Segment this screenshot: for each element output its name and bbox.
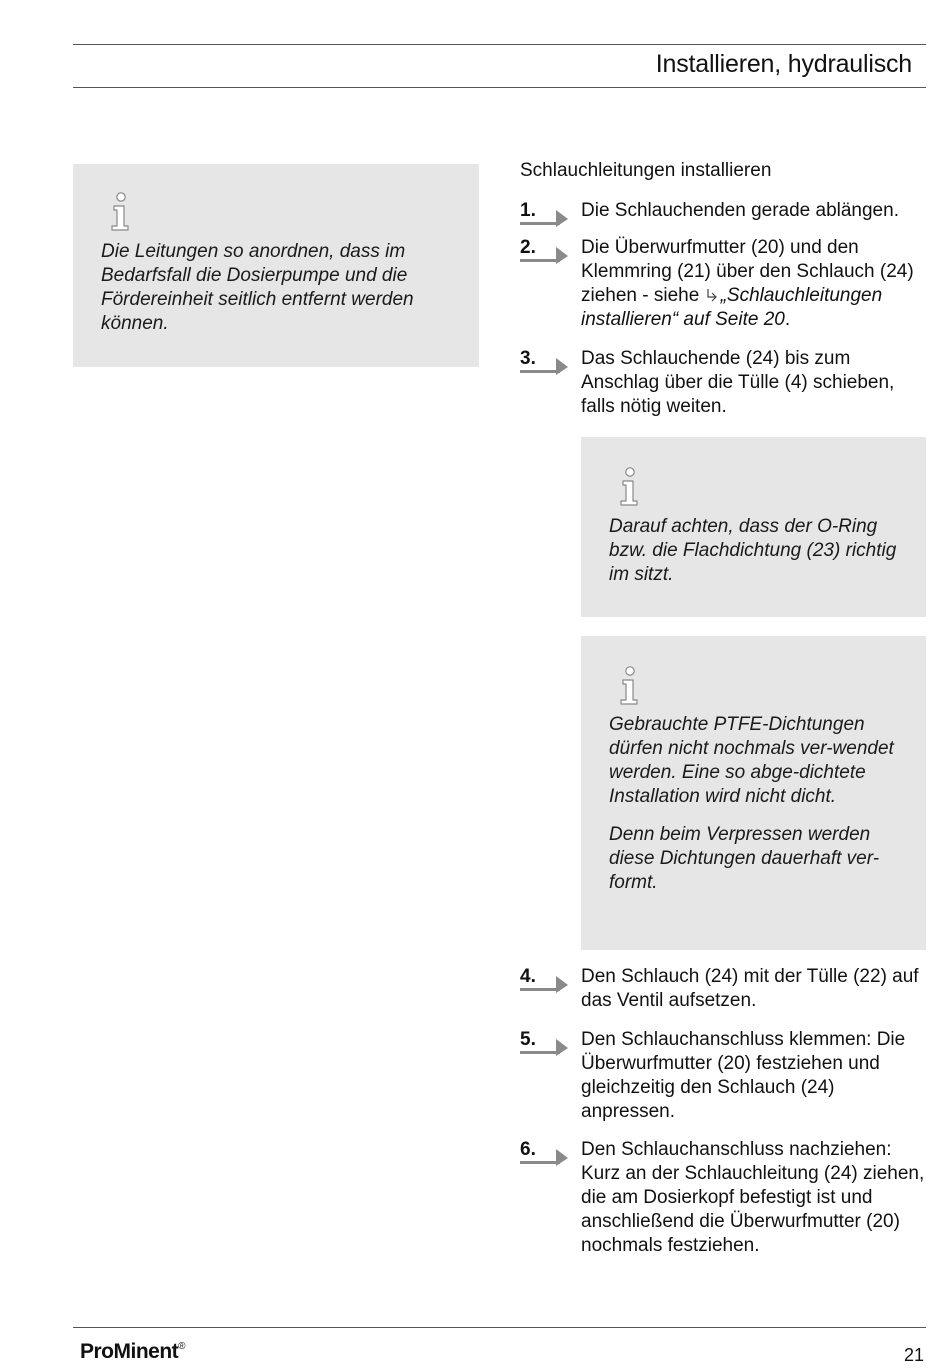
step-3 bbox=[520, 347, 930, 423]
cross-reference-link[interactable]: „Schlauchleitungen installieren“ auf Seite 20 bbox=[581, 285, 883, 330]
ptfe-note-paragraph: Gebrauchte PTFE-Dichtungen dürfen nicht nochmals ver-wendet werden. Eine so abge-dichtete Installation wird nicht dicht. bbox=[609, 714, 894, 807]
page-number: 21 bbox=[903, 1345, 924, 1365]
registered-mark: ® bbox=[178, 1341, 186, 1352]
step-2 bbox=[520, 236, 930, 336]
page-header-title: Installieren, hydraulisch bbox=[655, 50, 912, 78]
step-5 bbox=[520, 1028, 930, 1128]
step-text-end: . bbox=[784, 309, 791, 330]
ptfe-info-note bbox=[581, 636, 926, 950]
info-icon bbox=[109, 192, 131, 232]
brand-logo bbox=[80, 1340, 185, 1364]
step-text: Den Schlauch (24) mit der Tülle (22) auf das Ventil aufsetzen. bbox=[581, 966, 919, 1011]
step-1 bbox=[520, 199, 930, 227]
step-text-part: Die Überwurfmutter (20) und den Klemmring (21) über den Schlauch (24) ziehen - siehe bbox=[581, 237, 914, 306]
header-bottom-rule bbox=[73, 87, 926, 88]
left-info-note bbox=[73, 164, 479, 367]
step-number: 2. bbox=[520, 237, 536, 258]
brand-logo-part: Pro bbox=[80, 1340, 114, 1363]
step-4 bbox=[520, 965, 930, 1017]
brand-logo-part: Minent bbox=[113, 1340, 179, 1363]
step-text bbox=[581, 236, 929, 332]
ptfe-note-paragraph: Denn beim Verpressen werden diese Dichtungen dauerhaft ver-formt. bbox=[609, 824, 880, 893]
info-icon bbox=[618, 666, 640, 706]
step-number: 3. bbox=[520, 348, 536, 369]
step-text: Den Schlauchanschluss nachziehen: Kurz an der Schlauchleitung (24) ziehen, die am Dosierkopf befestigt ist und anschließend die Überwurfmutter (20) nochmals festziehen. bbox=[581, 1139, 925, 1256]
o-ring-info-note bbox=[581, 437, 926, 617]
step-number: 1. bbox=[520, 200, 536, 221]
step-text: Das Schlauchende (24) bis zum Anschlag über die Tülle (4) schieben, falls nötig weiten. bbox=[581, 348, 895, 417]
header-top-rule bbox=[73, 44, 926, 45]
left-note-text: Die Leitungen so anordnen, dass im Bedarfsfall die Dosierpumpe und die Fördereinheit seitlich entfernt werden können. bbox=[101, 241, 414, 334]
step-number: 6. bbox=[520, 1139, 536, 1160]
o-ring-note-text: Darauf achten, dass der O-Ring bzw. die Flachdichtung (23) richtig im sitzt. bbox=[609, 516, 897, 585]
step-6 bbox=[520, 1138, 930, 1262]
info-icon bbox=[618, 467, 640, 507]
cross-reference-icon bbox=[705, 288, 719, 302]
footer-rule bbox=[73, 1327, 926, 1328]
ptfe-note-text bbox=[609, 713, 894, 895]
step-text: Die Schlauchenden gerade ablängen. bbox=[581, 200, 899, 221]
section-title: Schlauchleitungen installieren bbox=[520, 160, 772, 181]
step-text: Den Schlauchanschluss klemmen: Die Überwurfmutter (20) festziehen und gleichzeitig den Schlauch (24) anpressen. bbox=[581, 1029, 906, 1122]
step-number: 5. bbox=[520, 1029, 536, 1050]
step-number: 4. bbox=[520, 966, 536, 987]
